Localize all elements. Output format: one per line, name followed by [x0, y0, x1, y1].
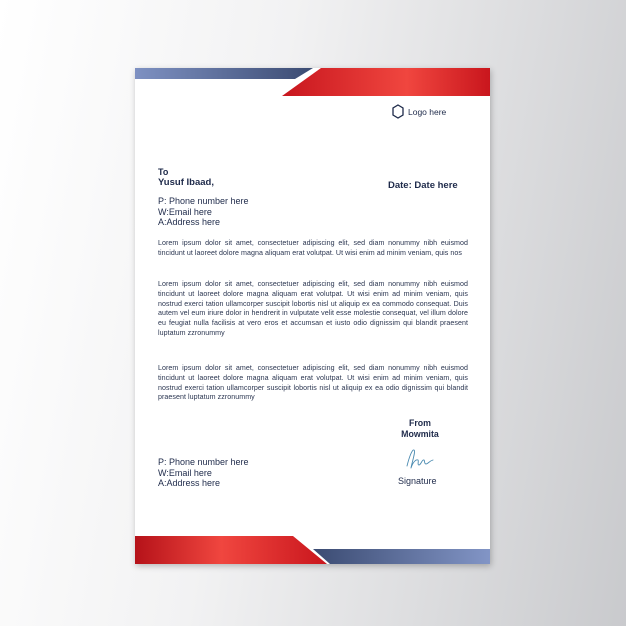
- logo-text: Logo here: [408, 106, 447, 117]
- phone-line: P: Phone number here: [158, 457, 249, 467]
- address-line: A:Address here: [158, 478, 221, 488]
- body-paragraph-3: Lorem ipsum dolor sit amet, consectetuer adipiscing elit, sed diam nonummy nibh euismod tincidunt ut laoreet dolore magna aliquam erat volutpat. Ut wisi enim ad minim veniam, quis nostrud exerci tation ullamcorper suscipit lobortis nisl ut aliquip ex ea odio dignissim qui blandit praesent luptatum zzronummy: [158, 364, 468, 402]
- sender-block: [399, 418, 441, 440]
- handwritten-signature: [403, 444, 439, 472]
- logo: [392, 104, 446, 119]
- to-label: To: [158, 167, 169, 177]
- bottom-red-band: [135, 536, 327, 564]
- bottom-blue-stripe: [313, 549, 490, 564]
- top-blue-stripe: [135, 68, 313, 79]
- contact-block-bottom: [158, 457, 249, 489]
- recipient-name: Yusuf Ibaad,: [158, 177, 214, 188]
- top-header-decoration: [135, 68, 490, 98]
- contact-block-top: [158, 196, 249, 228]
- bottom-footer-decoration: [135, 534, 490, 564]
- letterhead-page: [135, 68, 490, 564]
- from-label: From: [409, 418, 431, 428]
- hexagon-logo-icon: [392, 104, 404, 119]
- address-line: A:Address here: [158, 217, 221, 227]
- email-line: W:Email here: [158, 206, 212, 217]
- body-paragraph-2: Lorem ipsum dolor sit amet, consectetuer adipiscing elit, sed diam nonummy nibh euismod tincidunt ut laoreet dolore magna aliquam erat volutpat. Ut wisi enim ad minim veniam, quis nostrud exerci tation ullamcorper suscipit lobortis nisl ut aliquip ex ea commodo consequat. Duis autem vel eum iriure dolor in hendrerit in vulputate velit esse molestie consequat, vel illum dolore eu feugiat nulla facilisis at vero eros et accumsan et iusto odio dignissim qui blandit praesent luptatum zzronummy: [158, 280, 468, 337]
- sender-name: Mowmita: [401, 429, 439, 439]
- phone-line: P: Phone number here: [158, 196, 249, 206]
- body-paragraph-1: Lorem ipsum dolor sit amet, consectetuer adipiscing elit, sed diam nonummy nibh euismod tincidunt ut laoreet dolore magna aliquam erat volutpat. Ut wisi enim ad minim veniam, quis nos: [158, 239, 468, 257]
- signature-label: Signature: [398, 476, 437, 486]
- email-line: W:Email here: [158, 467, 212, 478]
- date-line: Date: Date here: [388, 180, 458, 191]
- top-red-band: [282, 68, 490, 96]
